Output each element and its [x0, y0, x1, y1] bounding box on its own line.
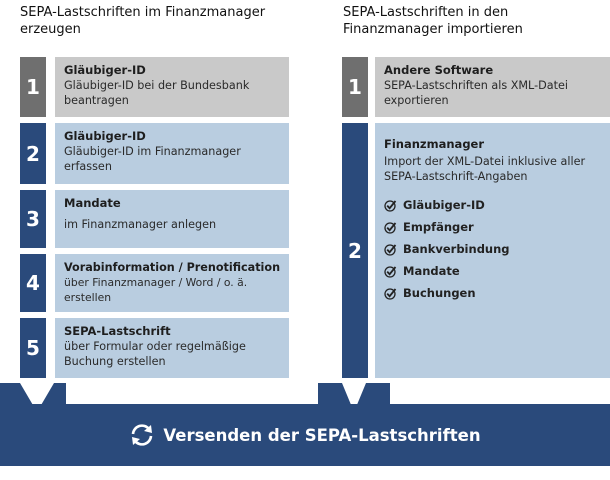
left-step-2-desc: Gläubiger-ID im Finanzmanager erfassen	[64, 145, 241, 173]
check-circle-icon	[384, 265, 397, 278]
left-step-1-card	[55, 57, 289, 117]
right-step-2-title: Finanzmanager	[384, 137, 485, 151]
left-step-2-title: Gläubiger-ID	[64, 129, 146, 143]
right-column-title: SEPA-Lastschriften in den Finanzmanager importieren	[343, 5, 523, 37]
right-step-2-number: 2	[342, 123, 368, 378]
check-circle-icon	[384, 287, 397, 300]
right-step-1-number: 1	[342, 57, 368, 117]
bottom-label: Versenden der SEPA-Lastschriften	[163, 425, 481, 445]
check-item-label: Gläubiger-ID	[403, 197, 485, 212]
left-step-1-title: Gläubiger-ID	[64, 63, 146, 77]
check-item-mandate	[384, 260, 602, 282]
check-item-label: Mandate	[403, 263, 460, 278]
right-step-1-desc: SEPA-Lastschriften als XML-Datei exportieren	[384, 79, 568, 107]
right-step-2-checklist	[384, 194, 602, 304]
left-step-1-number: 1	[20, 57, 46, 117]
left-step-5-number: 5	[20, 318, 46, 378]
right-step-2-desc: Import der XML-Datei inklusive aller SEPA-Lastschrift-Angaben	[384, 155, 586, 183]
refresh-icon	[129, 422, 155, 448]
left-step-4-number: 4	[20, 254, 46, 312]
left-step-5-desc: über Formular oder regelmäßige Buchung erstellen	[64, 340, 246, 368]
check-item-empfaenger	[384, 216, 602, 238]
right-step-1-card	[375, 57, 610, 117]
left-step-4-title: Vorabinformation / Prenotification	[64, 261, 281, 274]
left-step-1-desc: Gläubiger-ID bei der Bundesbank beantragen	[64, 79, 250, 107]
left-step-3-desc: im Finanzmanager anlegen	[64, 218, 217, 231]
left-step-4-card	[55, 254, 289, 312]
left-step-5-card	[55, 318, 289, 378]
check-item-label: Empfänger	[403, 219, 474, 234]
left-step-3-title: Mandate	[64, 196, 121, 210]
right-step-2-card	[375, 123, 610, 378]
right-step-1-title: Andere Software	[384, 63, 494, 77]
check-circle-icon	[384, 243, 397, 256]
left-step-3-card	[55, 190, 289, 248]
left-step-3-number: 3	[20, 190, 46, 248]
left-step-2-card	[55, 123, 289, 184]
check-circle-icon	[384, 221, 397, 234]
left-column-title: SEPA-Lastschriften im Finanzmanager erzeugen	[20, 5, 266, 37]
check-item-buchungen	[384, 282, 602, 304]
left-step-5-title: SEPA-Lastschrift	[64, 324, 171, 338]
check-item-label: Buchungen	[403, 285, 476, 300]
check-item-glaeubiger-id	[384, 194, 602, 216]
check-item-label: Bankverbindung	[403, 241, 510, 256]
left-step-2-number: 2	[20, 123, 46, 184]
check-circle-icon	[384, 199, 397, 212]
left-step-4-desc: über Finanzmanager / Word / o. ä. erstellen	[64, 276, 248, 304]
check-item-bankverbindung	[384, 238, 602, 260]
bottom-label-row	[0, 404, 610, 466]
